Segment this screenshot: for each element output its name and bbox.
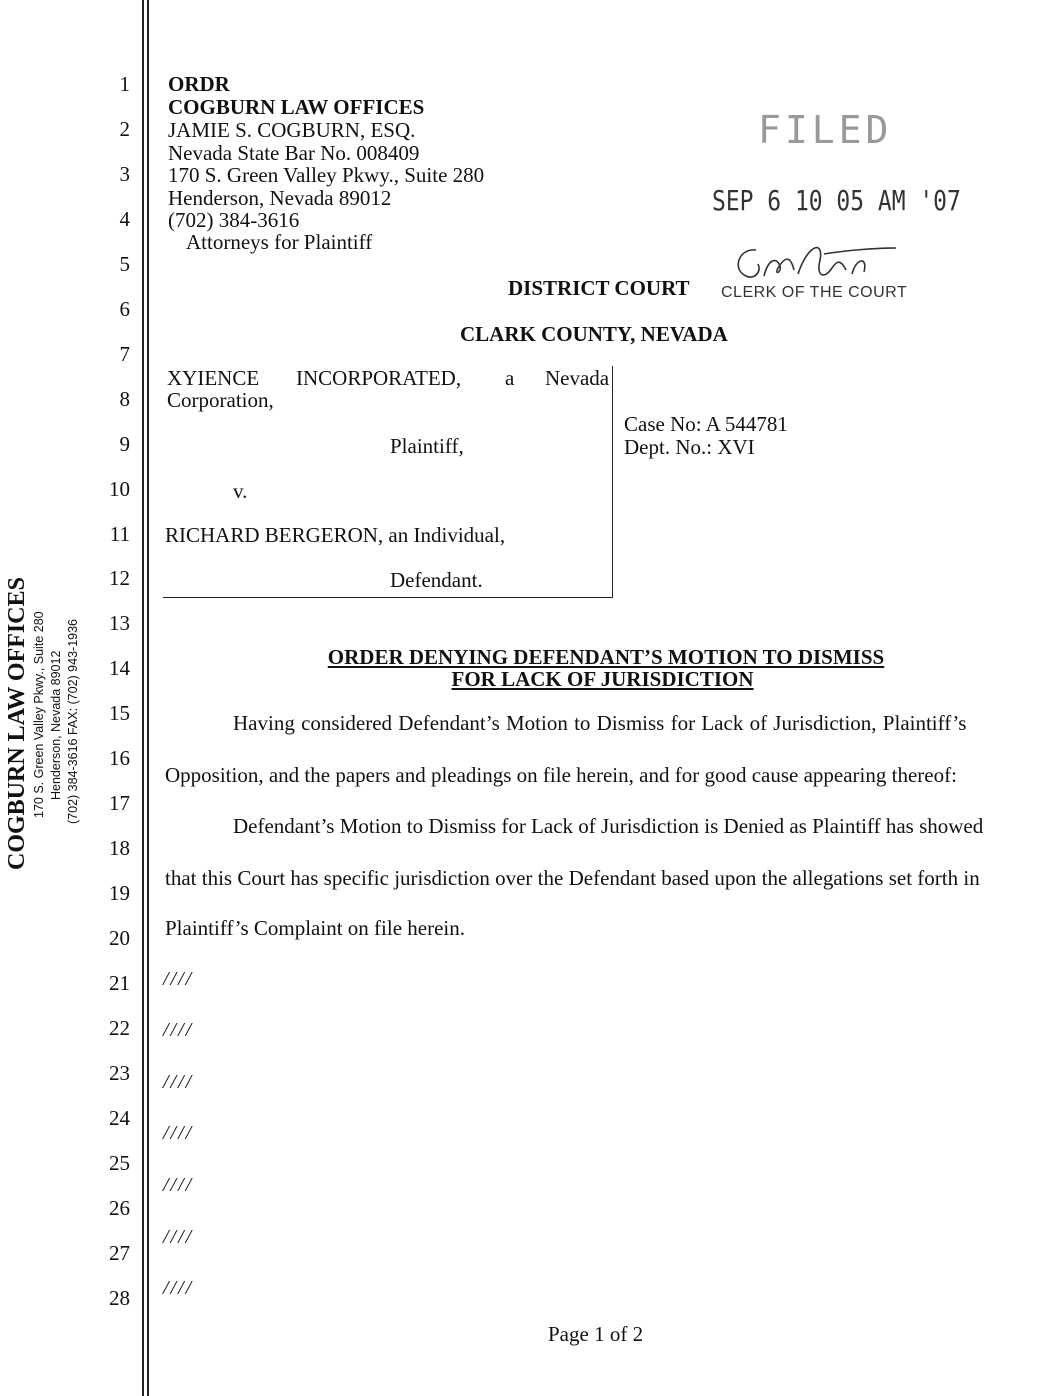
plaintiff-name-word-4: Nevada — [545, 366, 610, 390]
line-number: 11 — [109, 521, 130, 546]
plaintiff-role: Plaintiff, — [390, 434, 464, 458]
case-number: Case No: A 544781 — [624, 412, 788, 436]
sidebar-address: 170 S. Green Valley Pkwy., Suite 280 — [32, 611, 46, 818]
body-line-16: Opposition, and the papers and pleadings on file herein, and for good cause appearing thereof: — [165, 763, 957, 787]
left-margin-rule — [142, 0, 144, 1396]
slash-line-26: //// — [163, 1226, 194, 1248]
line-number: 20 — [109, 926, 130, 951]
line-number: 9 — [119, 431, 130, 456]
line-number: 5 — [119, 251, 130, 276]
caption-bottom-rule — [163, 597, 613, 598]
defendant-role: Defendant. — [390, 568, 483, 592]
page-number: Page 1 of 2 — [548, 1322, 644, 1346]
body-line-20: Plaintiff’s Complaint on file herein. — [165, 916, 465, 940]
line-number: 18 — [109, 836, 130, 861]
filed-stamp: FILED — [758, 108, 893, 152]
line-number: 24 — [109, 1105, 130, 1130]
line-number: 8 — [119, 386, 130, 411]
line-number: 16 — [109, 746, 130, 771]
attorney-role: Attorneys for Plaintiff — [186, 230, 373, 254]
plaintiff-name-word-2: INCORPORATED, — [296, 366, 462, 390]
line-number: 25 — [109, 1150, 130, 1175]
line-number: 14 — [109, 656, 130, 681]
line-number: 22 — [109, 1015, 130, 1040]
line-number: 17 — [109, 791, 130, 816]
line-number: 10 — [109, 476, 130, 501]
dept-number: Dept. No.: XVI — [624, 435, 755, 459]
court-county: CLARK COUNTY, NEVADA — [460, 322, 728, 346]
line-number: 13 — [109, 611, 130, 636]
plaintiff-name-word-5: Corporation, — [167, 388, 274, 412]
line-number: 15 — [109, 701, 130, 726]
sidebar-firm-name: COGBURN LAW OFFICES — [4, 577, 30, 870]
line-number: 2 — [119, 116, 130, 141]
line-number: 4 — [119, 206, 130, 231]
sidebar-phones: (702) 384-3616 FAX: (702) 943-1936 — [66, 619, 80, 824]
slash-line-23: //// — [163, 1071, 194, 1093]
slash-line-24: //// — [163, 1122, 194, 1144]
filed-date-stamp: SEP 6 10 05 AM '07 — [712, 184, 961, 217]
line-number: 12 — [109, 566, 130, 591]
line-number: 1 — [119, 72, 130, 96]
line-number: 19 — [109, 881, 130, 906]
caption-right-rule — [612, 366, 613, 598]
line-number: 23 — [109, 1060, 130, 1085]
line-number: 6 — [119, 296, 130, 321]
line-number: 21 — [109, 971, 130, 995]
body-line-15: Having considered Defendant’s Motion to Dismiss for Lack of Jurisdiction, Plaintiff’s — [233, 711, 967, 735]
left-margin-rule-inner — [147, 0, 149, 1396]
slash-line-22: //// — [163, 1019, 194, 1041]
line-number: 3 — [119, 161, 130, 186]
slash-line-25: //// — [163, 1174, 194, 1196]
line-number: 28 — [109, 1285, 130, 1310]
firm-name: COGBURN LAW OFFICES — [168, 95, 425, 119]
line-number: 27 — [109, 1240, 130, 1265]
line-number: 26 — [109, 1195, 130, 1220]
address-line-2: Henderson, Nevada 89012 — [168, 186, 392, 210]
body-line-19: that this Court has specific jurisdiction over the Defendant based upon the allegations set forth in — [165, 866, 980, 890]
slash-line-21: //// — [163, 968, 194, 990]
slash-line-27: //// — [163, 1277, 194, 1299]
phone: (702) 384-3616 — [168, 208, 300, 232]
body-line-17: Defendant’s Motion to Dismiss for Lack of Jurisdiction is Denied as Plaintiff has showed — [233, 814, 984, 838]
defendant-name: RICHARD BERGERON, an Individual, — [165, 523, 506, 547]
address-line-1: 170 S. Green Valley Pkwy., Suite 280 — [168, 163, 485, 187]
plaintiff-name-word-1: XYIENCE — [167, 366, 260, 390]
clerk-of-court-stamp: CLERK OF THE COURT — [721, 284, 908, 301]
order-title-line-1: ORDER DENYING DEFENDANT’S MOTION TO DISMISS — [327, 645, 885, 669]
clerk-signature — [728, 240, 898, 288]
order-title-line-2: FOR LACK OF JURISDICTION — [451, 667, 754, 691]
court-name: DISTRICT COURT — [508, 276, 690, 300]
document-code: ORDR — [168, 72, 230, 96]
versus: v. — [233, 479, 248, 503]
sidebar-city: Henderson, Nevada 89012 — [49, 650, 63, 800]
bar-number: Nevada State Bar No. 008409 — [168, 141, 420, 165]
plaintiff-name-word-3: a — [505, 366, 515, 390]
attorney-name: JAMIE S. COGBURN, ESQ. — [168, 118, 416, 142]
line-number: 7 — [119, 341, 130, 366]
